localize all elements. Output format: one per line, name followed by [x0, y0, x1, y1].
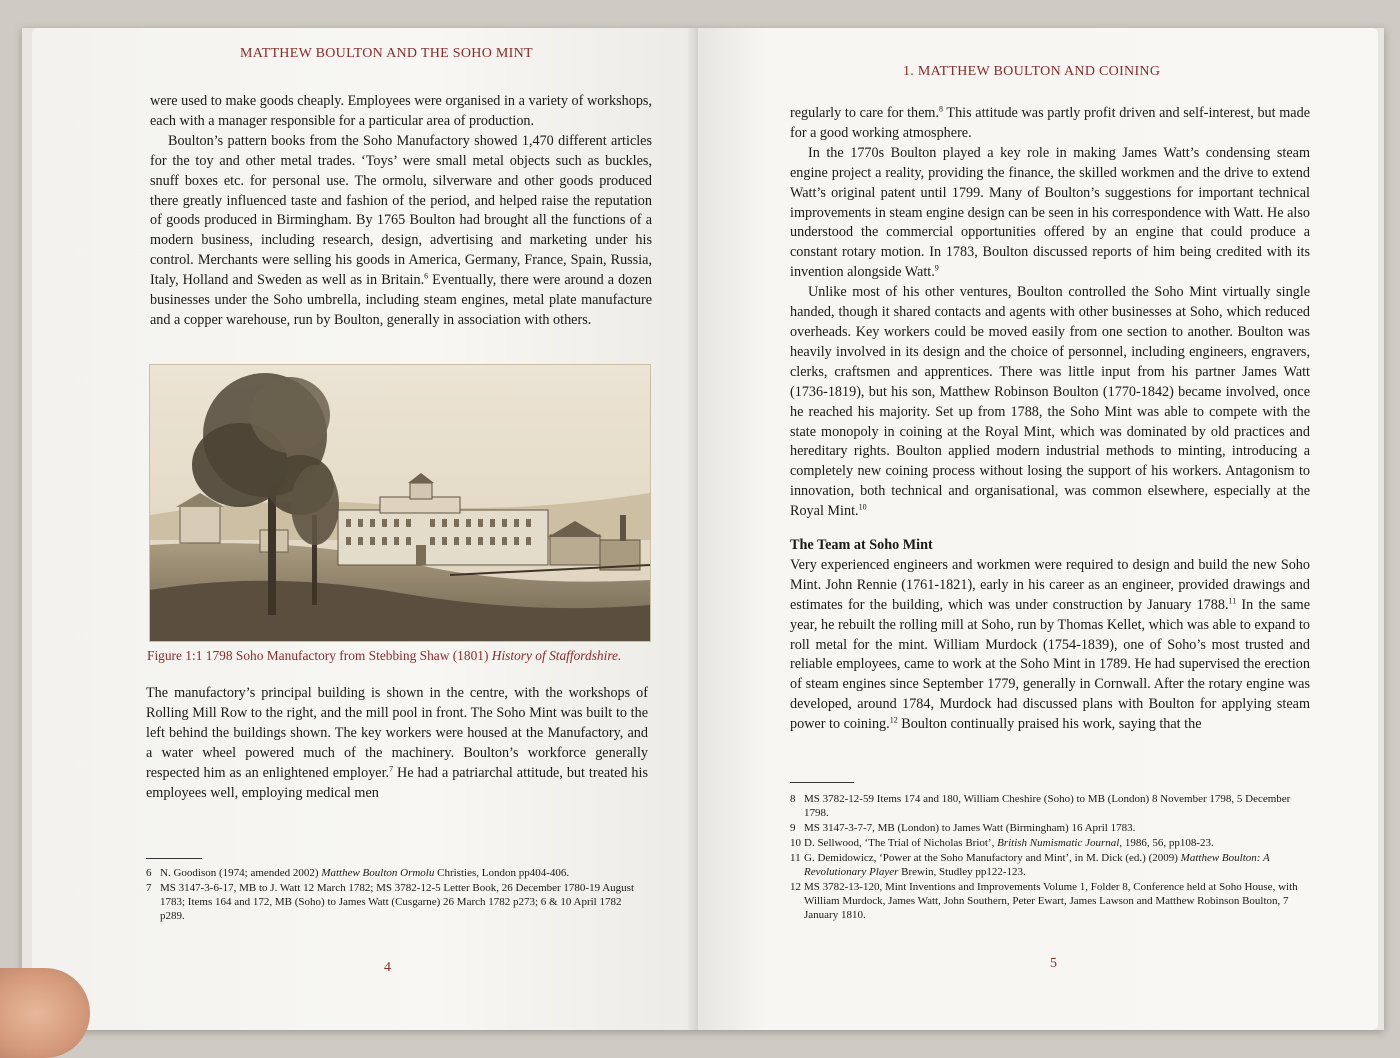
footnote-number: 8: [790, 793, 796, 805]
paragraph-text: Eventually, there were around a dozen businesses under the Soho umbrella, including steam engines, metal plate manufacture and a copper warehouse, run by Boulton, generally in association with others.: [150, 272, 652, 328]
footnote-text: , 1986, 56, pp108-23.: [1119, 837, 1214, 849]
paragraph: [790, 556, 1310, 735]
footnote-ref: 7: [389, 763, 394, 773]
footnotes-left: [146, 866, 646, 924]
thumb-holding-book: [0, 968, 90, 1058]
paragraph-text: Unlike most of his other ventures, Boulton controlled the Soho Mint virtually single handed, though it shared contacts and agents with other businesses at Soho, which reduced overheads. Key workers could be moved easily from one section to another. Boulton was heavily involved in its design and the choice of personnel, including engineers, engravers, clerks, craftsmen and apprentices. There was little input from his partner James Watt (1736-1819), but his son, Matthew Robinson Boulton (1770-1842) became involved, once he reached his majority. Set up from 1788, the Soho Mint was able to compete with the state monopoly in coining at the Royal Mint, which was dominated by old practices and hereditary rights. Boulton applied modern industrial methods to minting, introducing a completely new coining process without losing the support of his workers. Antagonism to innovation, both technical and organisational, was common elsewhere, especially at the Royal Mint.: [790, 284, 1310, 520]
paragraph-text: Very experienced engineers and workmen were required to design and build the new Soho Mint. John Rennie (1761-1821), early in his career as an engineer, provided drawings and estimates for the building, which was under construction by January 1788.: [790, 556, 1310, 613]
paragraph-text: This attitude was partly profit driven and self-interest, but made for a good working atmosphere.: [790, 105, 1310, 141]
footnote: [790, 836, 1314, 850]
left-body-top: [150, 92, 652, 331]
paragraph-text: In the 1770s Boulton played a key role in making James Watt’s condensing steam engine project a reality, providing the finance, the skilled workmen and the drive to extend Watt’s original patent until 1799. Many of Boulton’s suggestions for important technical improvements in steam engine design can be seen in his correspondence with Watt. He also understood the commercial opportunities offered by an engine that could produce a constant rotary motion. In 1783, Boulton discussed reports of him being credited with its invention alongside Watt.: [790, 144, 1310, 281]
figure-caption: [147, 648, 657, 664]
page-number-left: 4: [384, 960, 391, 975]
footnote-number: 11: [790, 852, 801, 864]
footnote: [790, 821, 1314, 835]
footnote-number: 6: [146, 867, 152, 879]
footnote-rule: [790, 782, 854, 783]
footnote-text: MS 3782-13-120, Mint Inventions and Improvements Volume 1, Folder 8, Conference held at Soho House, with William Murdock, James Watt, John Southern, Peter Ewart, James Lawson and Matthew Robinson Boulton, 7 January 1810.: [804, 881, 1298, 921]
right-body: [790, 104, 1310, 735]
running-head-left: MATTHEW BOULTON AND THE SOHO MINT: [240, 46, 533, 61]
footnote-number: 12: [790, 881, 801, 893]
paragraph-text: The manufactory’s principal building is shown in the centre, with the workshops of Rolling Mill Row to the right, and the mill pool in front. The Soho Mint was built to the left behind the buildings shown. The key workers were housed at the Manufactory, and a water wheel powered much of the machinery. Boulton’s workforce generally respected him as an enlightened employer.: [146, 685, 648, 781]
footnote: [790, 880, 1314, 922]
footnote: [146, 881, 646, 923]
paragraph-text: Boulton’s pattern books from the Soho Manufactory showed 1,470 different articles for the toy and other metal trades. ‘Toys’ were small metal objects such as buckles, snuff boxes etc. for personal use. The ormolu, silverware and other goods produced there greatly influenced taste and fashion of the period, and helped raise the reputation of goods produced in Birmingham. By 1765 Boulton had brought all the functions of a modern business, including research, design, advertising and marketing under his control. Merchants were selling his goods in America, Germany, France, Spain, Russia, Italy, Holland and Sweden as well as in Britain.: [150, 132, 652, 289]
footnote: [790, 792, 1314, 820]
footnote-ref: 9: [934, 263, 939, 273]
footnote-text: G. Demidowicz, ‘Power at the Soho Manufactory and Mint’, in M. Dick (ed.) (2009): [804, 852, 1181, 864]
footnote-text: MS 3147-3-6-17, MB to J. Watt 12 March 1782; MS 3782-12-5 Letter Book, 26 December 1780-19 August 1783; Items 164 and 172, MB (Soho) to James Watt (Cusgarne) 26 March 1782 p273; 6 & 10 April 1782 p289.: [160, 882, 635, 922]
left-body-bottom: [146, 684, 648, 803]
footnote-ref: 8: [939, 104, 943, 114]
paragraph: [790, 144, 1310, 283]
paragraph-text: He had a patriarchal attitude, but treated his employees well, employing medical men: [146, 764, 648, 801]
footnote-text: N. Goodison (1974; amended 2002): [160, 867, 322, 879]
right-page: [698, 28, 1378, 1030]
footnote-text: MS 3782-12-59 Items 174 and 180, William Cheshire (Soho) to MB (London) 8 November 1798, 5 December 1798.: [804, 793, 1291, 819]
paragraph-text: In the same year, he rebuilt the rolling mill at Soho, run by Thomas Kellet, which was able to expand to roll metal for the mint. William Murdock (1754-1839), one of Soho’s most trusted and reliable employees, came to work at the Soho Mint in 1789. He had supervised the erection of steam engines since September 1779, generally in Cornwall. After the rotary engine was developed, around 1784, Murdock had discussed plans with Boulton for applying steam power to coining.: [790, 596, 1310, 733]
footnote-italic: Matthew Boulton Ormolu: [321, 867, 435, 879]
footnote: [790, 851, 1314, 879]
footnote-ref: 6: [424, 271, 429, 281]
footnote-ref: 10: [858, 502, 867, 512]
footnotes-right: [790, 792, 1314, 923]
page-number-right: 5: [1050, 956, 1057, 971]
footnote-italic: Matthew Boulton: A Revolutionary Player: [804, 852, 1270, 878]
paragraph-text: regularly to care for them.: [790, 105, 939, 121]
footnote-text: MS 3147-3-7-7, MB (London) to James Watt (Birmingham) 16 April 1783.: [804, 822, 1136, 834]
paragraph: [146, 684, 648, 803]
footnote: [146, 866, 646, 880]
footnote-text: D. Sellwood, ‘The Trial of Nicholas Briot’,: [804, 837, 998, 849]
paragraph: [790, 283, 1310, 522]
paragraph-text: Boulton continually praised his work, saying that the: [897, 716, 1202, 733]
footnote-italic: British Numismatic Journal: [997, 837, 1120, 849]
footnote-ref: 11: [1228, 596, 1237, 606]
figure-soho-manufactory-engraving: [149, 364, 651, 642]
footnote-ref: 12: [889, 715, 898, 725]
left-page: [32, 28, 698, 1030]
section-heading: The Team at Soho Mint: [790, 537, 933, 554]
running-head-right: 1. MATTHEW BOULTON AND COINING: [903, 64, 1161, 79]
footnote-number: 7: [146, 882, 152, 894]
paragraph: [150, 132, 652, 331]
figure-caption-text: Figure 1:1 1798 Soho Manufactory from Stebbing Shaw (1801): [147, 648, 492, 663]
footnote-number: 10: [790, 837, 801, 849]
open-book: [22, 28, 1384, 1030]
figure-caption-italic: History of Staffordshire.: [491, 648, 622, 663]
paragraph: [790, 104, 1310, 144]
footnote-rule: [146, 858, 202, 859]
footnote-text: Christies, London pp404-406.: [434, 867, 570, 879]
footnote-text: Brewin, Studley pp122-123.: [898, 866, 1026, 878]
paragraph: were used to make goods cheaply. Employees were organised in a variety of workshops, each with a manager responsible for a particular area of production.: [150, 93, 652, 129]
footnote-number: 9: [790, 822, 796, 834]
